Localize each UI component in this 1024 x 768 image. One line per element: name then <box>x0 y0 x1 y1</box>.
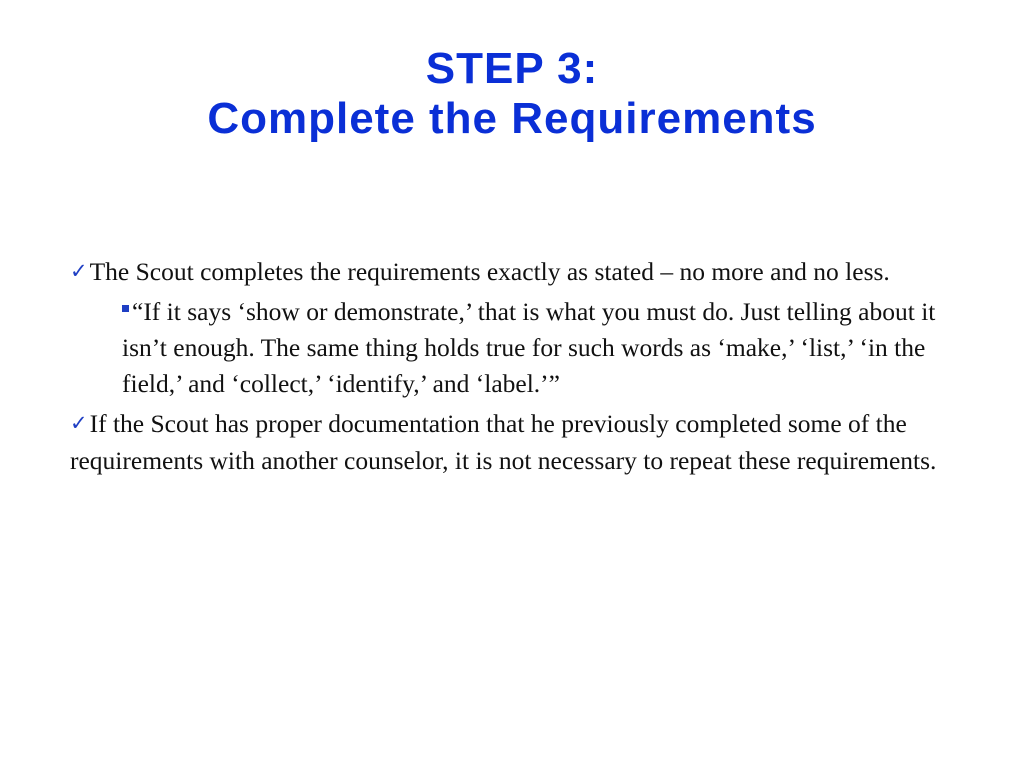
slide-title <box>0 44 1024 144</box>
title-line-1: STEP 3: <box>425 44 599 93</box>
square-bullet-icon <box>122 305 129 312</box>
sub-bullet-text: “If it says ‘show or demonstrate,’ that is what you must do. Just telling about it isn’t enough. The same thing holds true for such words as ‘make,’ ‘list,’ ‘in the field,’ and ‘collect,’ ‘identify,’ and ‘label.’” <box>122 297 936 398</box>
slide-body <box>70 254 950 482</box>
bullet-item-1 <box>70 254 950 291</box>
check-icon: ✓ <box>70 411 88 435</box>
sub-bullet-item <box>122 294 940 402</box>
check-icon: ✓ <box>70 259 88 283</box>
bullet-text-1: The Scout completes the requirements exactly as stated – no more and no less. <box>89 257 890 286</box>
bullet-item-2 <box>70 406 950 479</box>
bullet-text-2: If the Scout has proper documentation that he previously completed some of the requirements with another counselor, it is not necessary to repeat these requirements. <box>70 409 937 475</box>
title-line-2: Complete the Requirements <box>207 94 817 143</box>
